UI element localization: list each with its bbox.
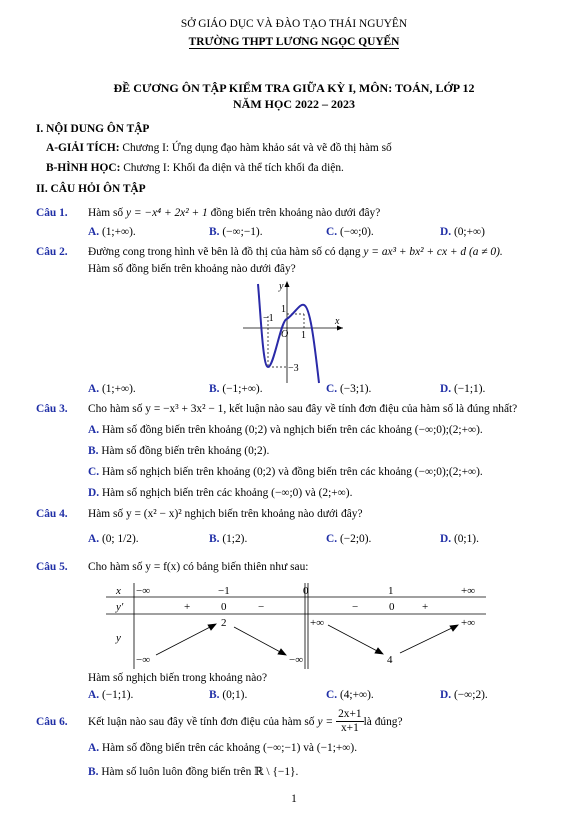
arrow-up-2 bbox=[400, 626, 456, 653]
x-val-neg1: −1 bbox=[218, 585, 230, 597]
q6-post: là đúng? bbox=[363, 715, 403, 728]
arrow-up-2-head-icon bbox=[450, 625, 458, 631]
q1-option-c: C. (−∞;0). bbox=[326, 226, 374, 238]
q5-text: Cho hàm số y = f(x) có bảng biến thiên như sau: bbox=[88, 561, 309, 573]
x-val-neginf: −∞ bbox=[136, 585, 151, 597]
q6-fraction bbox=[336, 708, 364, 735]
arrow-down-1 bbox=[234, 627, 284, 654]
arrow-down-1-head-icon bbox=[278, 649, 286, 655]
sign-minus-1: − bbox=[258, 601, 265, 613]
section1-heading: I. NỘI DUNG ÔN TẬP bbox=[36, 123, 150, 135]
y-val-posinf-right0: +∞ bbox=[310, 617, 325, 629]
q2-option-a: A. (1;+∞). bbox=[88, 383, 136, 395]
q2-text bbox=[88, 246, 503, 258]
q1-option-d: D. (0;+∞) bbox=[440, 226, 485, 238]
graph-tick-1y: 1 bbox=[281, 304, 286, 315]
q2-text-main: Đường cong trong hình vẽ bên là đồ thị của hàm số có dạng bbox=[88, 246, 364, 258]
q3-option-d: D. Hàm số nghịch biến trên các khoảng (−∞;0) và (2;+∞). bbox=[88, 487, 353, 499]
section2-heading: II. CÂU HỎI ÔN TẬP bbox=[36, 183, 146, 195]
page-title: ĐỀ CƯƠNG ÔN TẬP KIỂM TRA GIỮA KỲ I, MÔN: TOÁN, LỚP 12 bbox=[113, 81, 475, 95]
q3-label: Câu 3. bbox=[36, 403, 68, 415]
graph-tick-neg1: −1 bbox=[263, 313, 274, 324]
q1-option-a: A. (1;+∞). bbox=[88, 226, 136, 238]
y-val-max: 2 bbox=[221, 617, 227, 629]
q5-option-d: D. (−∞;2). bbox=[440, 689, 488, 701]
graph-tick-1x: 1 bbox=[301, 330, 306, 341]
y-val-neginf: −∞ bbox=[136, 654, 151, 666]
q5-label: Câu 5. bbox=[36, 561, 68, 573]
q3-text: Cho hàm số y = −x³ + 3x² − 1, kết luận nào sau đây về tính đơn điệu của hàm số là đúng nhất? bbox=[88, 403, 518, 415]
sign-plus-2: + bbox=[422, 601, 429, 613]
q6-option-a: A. Hàm số đồng biến trên các khoảng (−∞;−1) và (−1;+∞). bbox=[88, 742, 358, 754]
q2-label: Câu 2. bbox=[36, 246, 68, 258]
x-val-0: 0 bbox=[303, 585, 309, 597]
q2-graph bbox=[243, 279, 348, 385]
y-val-min: 4 bbox=[387, 654, 393, 666]
graph-origin: O bbox=[281, 329, 289, 340]
x-val-1: 1 bbox=[388, 585, 394, 597]
arrow-up-1 bbox=[156, 625, 214, 655]
arrow-down-2 bbox=[328, 625, 381, 653]
q5-option-a: A. (−1;1). bbox=[88, 689, 134, 701]
q4-label: Câu 4. bbox=[36, 508, 68, 520]
q3-option-c: C. Hàm số nghịch biến trên khoảng (0;2) và đồng biến trên các khoảng (−∞;0);(2;+∞). bbox=[88, 466, 483, 478]
q4-option-b: B. (1;2). bbox=[209, 533, 248, 545]
q1-formula: y = −x⁴ + 2x² + 1 bbox=[125, 207, 208, 219]
q5-option-b: B. (0;1). bbox=[209, 689, 248, 701]
q4-option-a: A. (0; 1/2). bbox=[88, 533, 139, 545]
b-text: Chương I: Khối đa diện và thể tích khối đa diện. bbox=[120, 162, 344, 174]
header-line1: SỞ GIÁO DỤC VÀ ĐÀO TẠO THÁI NGUYÊN bbox=[180, 18, 408, 30]
section1-a bbox=[46, 142, 392, 154]
x-val-posinf: +∞ bbox=[461, 585, 476, 597]
q2-option-b: B. (−1;+∞). bbox=[209, 383, 263, 395]
table-y-label: y bbox=[116, 632, 121, 644]
q6-text: Kết luận nào sau đây về tính đơn điệu của hàm số y = $\frac{2x+1}{x+1}$ là đúng? bbox=[88, 708, 403, 734]
arrow-down-2-head-icon bbox=[375, 648, 383, 654]
q2-formula: y = ax³ + bx² + cx + d (a ≠ 0). bbox=[363, 246, 503, 258]
b-label: B-HÌNH HỌC: bbox=[46, 162, 121, 174]
q1-post: đồng biến trên khoảng nào dưới đây? bbox=[207, 207, 381, 219]
q5-option-c: C. (4;+∞). bbox=[326, 689, 374, 701]
section1-b bbox=[46, 162, 344, 174]
sign-plus-1: + bbox=[184, 601, 191, 613]
q1-pre: Hàm số bbox=[88, 207, 126, 219]
q6-label: Câu 6. bbox=[36, 716, 68, 728]
sign-zero-2: 0 bbox=[389, 601, 395, 613]
q4-option-c: C. (−2;0). bbox=[326, 533, 372, 545]
a-label: A-GIẢI TÍCH: bbox=[46, 142, 120, 154]
sign-minus-2: − bbox=[352, 601, 359, 613]
q2-option-c: C. (−3;1). bbox=[326, 383, 372, 395]
header-school bbox=[0, 36, 588, 48]
q3-option-a: A. Hàm số đồng biến trên khoảng (0;2) và nghịch biến trên các khoảng (−∞;0);(2;+∞). bbox=[88, 424, 483, 436]
q6-denominator: x+1 bbox=[340, 722, 359, 734]
q6-numerator: 2x+1 bbox=[338, 708, 362, 720]
a-text: Chương I: Ứng dụng đạo hàm khảo sát và vẽ đồ thị hàm số bbox=[119, 142, 392, 154]
arrow-up-1-head-icon bbox=[208, 624, 216, 630]
y-val-neginf-left0: −∞ bbox=[289, 654, 304, 666]
q5-question: Hàm số nghịch biến trong khoảng nào? bbox=[88, 672, 268, 684]
page-year: NĂM HỌC 2022 – 2023 bbox=[233, 97, 355, 111]
page-number: 1 bbox=[291, 793, 297, 805]
sign-zero-1: 0 bbox=[221, 601, 227, 613]
q4-option-d: D. (0;1). bbox=[440, 533, 479, 545]
q6-pre: Kết luận nào sau đây về tính đơn điệu của hàm số bbox=[88, 715, 315, 728]
q1-option-b: B. (−∞;−1). bbox=[209, 226, 263, 238]
y-val-posinf: +∞ bbox=[461, 617, 476, 629]
q1-text bbox=[88, 207, 380, 219]
graph-x-label: x bbox=[335, 316, 340, 327]
q1-label: Câu 1. bbox=[36, 207, 68, 219]
table-yp-label: y′ bbox=[116, 601, 124, 613]
graph-tick-neg3: −3 bbox=[288, 363, 299, 374]
y-arrow-icon bbox=[285, 281, 290, 287]
q2-option-d: D. (−1;1). bbox=[440, 383, 486, 395]
variation-table bbox=[106, 581, 486, 671]
school-name: TRƯỜNG THPT LƯƠNG NGỌC QUYẾN bbox=[188, 36, 400, 48]
graph-y-label: y bbox=[279, 281, 284, 292]
q4-text: Hàm số y = (x² − x)² nghịch biến trên khoảng nào dưới đây? bbox=[88, 508, 363, 520]
q6-option-b: B. Hàm số luôn luôn đồng biến trên ℝ \ {−1}. bbox=[88, 766, 299, 778]
q2-line2: Hàm số đồng biến trên khoảng nào dưới đây? bbox=[88, 263, 296, 275]
table-x-label: x bbox=[116, 585, 121, 597]
q3-option-b: B. Hàm số đồng biến trên khoảng (0;2). bbox=[88, 445, 270, 457]
